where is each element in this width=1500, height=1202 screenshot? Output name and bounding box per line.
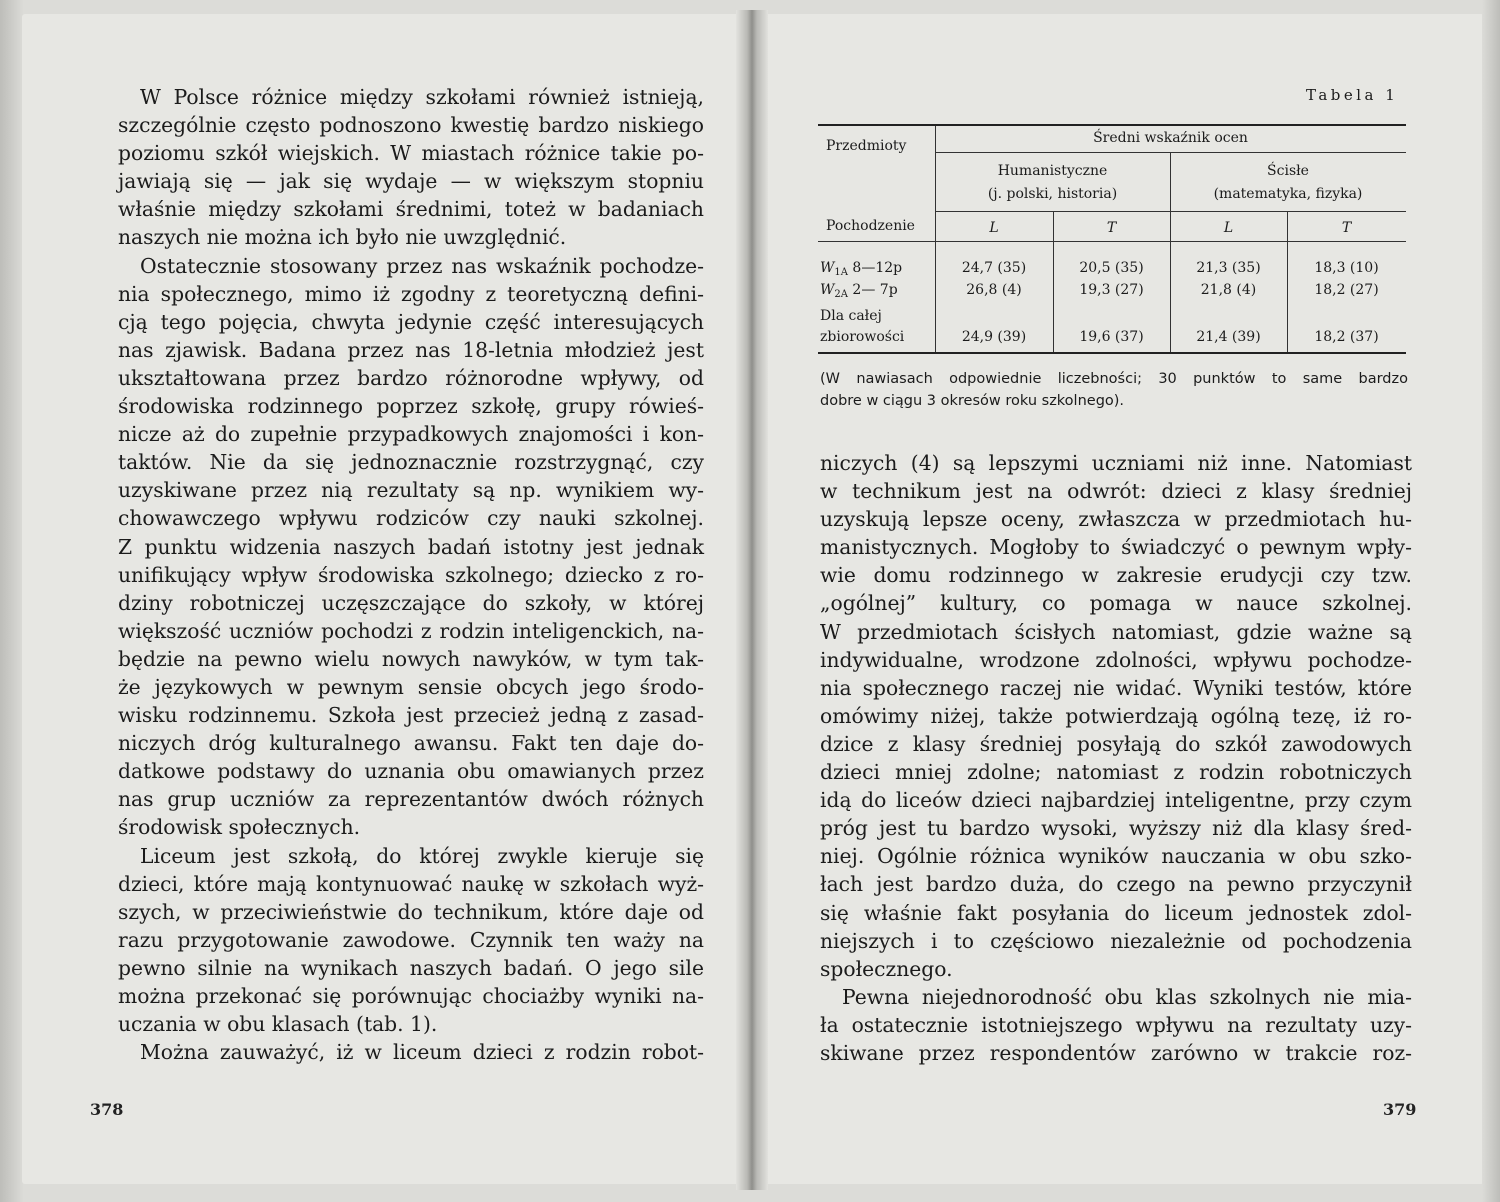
text-line: cją tego pojęcia, chwyta jedynie część interesujących bbox=[118, 309, 704, 334]
table-caption: Tabela 1 bbox=[1306, 86, 1399, 104]
text-line: chowawczego wpływu rodziców czy nauki szkolnej. bbox=[118, 506, 704, 531]
text-line: się właśnie fakt posyłania do liceum jednostek zdol- bbox=[820, 900, 1412, 925]
text-line: nia społecznego, mimo iż zgodny z teoretyczną defini- bbox=[118, 281, 704, 306]
text-line: właśnie między szkołami średnimi, toteż w badaniach bbox=[118, 197, 704, 222]
row-label: $W_{2A}$ 2— 7p bbox=[820, 282, 898, 300]
text-line: szych, w przeciwieństwie do technikum, które daje od bbox=[118, 899, 704, 924]
text-line: ukształtowana przez bardzo różnorodne wpływy, od bbox=[118, 365, 704, 390]
text-line: można przekonać się porównując chociażby wyniki na- bbox=[118, 984, 704, 1008]
row-label-total: zbiorowości bbox=[820, 329, 905, 345]
note-line: dobre w ciągu 3 okresów roku szkolnego). bbox=[820, 393, 1125, 409]
note-line: (W nawiasach odpowiednie liczebności; 30 punktów to same bardzo bbox=[820, 371, 1408, 387]
text-line: niczych dróg kulturalnego awansu. Fakt ten daje do- bbox=[118, 731, 704, 756]
text-line: naszych nie można ich było nie uwzględnić. bbox=[118, 225, 567, 250]
text-line: dzice z klasy średniej posyłają do szkół zawodowych bbox=[820, 731, 1412, 756]
table-cell: 18,3 (10) bbox=[1314, 260, 1379, 276]
text-line: niejszych i to częściowo niezależnie od pochodzenia bbox=[820, 928, 1412, 953]
text-line: razu przygotowanie zawodowe. Czynnik ten waży na bbox=[118, 927, 704, 952]
text-line: poziomu szkół wiejskich. W miastach różnice takie po- bbox=[118, 141, 704, 166]
text-line: skiwane przez respondentów zarówno w trakcie roz- bbox=[820, 1040, 1412, 1065]
text-line: dzieci mniej zdolne; natomiast z rodzin robotniczych bbox=[820, 760, 1412, 785]
text-line: społecznego. bbox=[820, 956, 953, 981]
row-label-total: Dla całej bbox=[820, 308, 882, 324]
text-line: w technikum jest na odwrót: dzieci z klasy średniej bbox=[820, 479, 1412, 504]
text-line: uczania w obu klasach (tab. 1). bbox=[118, 1012, 438, 1037]
table-cell: 26,8 (4) bbox=[966, 282, 1022, 298]
table-cell: 18,2 (27) bbox=[1314, 282, 1379, 298]
text-line: W Polsce różnice między szkołami również istnieją, bbox=[140, 85, 704, 109]
text-line: indywidualne, wrodzone zdolności, wpływu pochodze- bbox=[820, 647, 1412, 672]
text-line: łach jest bardzo duża, do czego na pewno przyczynił bbox=[820, 872, 1412, 897]
text-line: dzieci, które mają kontynuować naukę w szkołach wyż- bbox=[118, 871, 704, 896]
text-line: środowisk społecznych. bbox=[118, 815, 361, 840]
table-note bbox=[820, 368, 1408, 412]
text-line: dziny robotniczej uczęszczające do szkoły, w której bbox=[118, 590, 704, 615]
table-cell: 20,5 (35) bbox=[1079, 260, 1144, 276]
scan-edge-right bbox=[1482, 0, 1500, 1202]
text-line: unifikujący wpływ środowiska szkolnego; dziecko z ro- bbox=[118, 562, 704, 587]
text-line: że językowych w pewnym sensie obcych jego środo- bbox=[118, 674, 704, 699]
text-line: W przedmiotach ścisłych natomiast, gdzie ważne są bbox=[820, 619, 1412, 644]
book-gutter bbox=[736, 10, 768, 1190]
table-cell: 21,4 (39) bbox=[1196, 329, 1261, 345]
text-line: środowiska rodzinnego poprzez szkołę, grupy rówieś- bbox=[118, 394, 704, 419]
text-line: Można zauważyć, iż w liceum dzieci z rodzin robot- bbox=[140, 1040, 704, 1065]
header-subjects: Przedmioty bbox=[826, 138, 907, 154]
text-line: próg jest tu bardzo wysoki, wyższy niż dla klasy śred- bbox=[820, 816, 1412, 841]
text-line: Ostatecznie stosowany przez nas wskaźnik pochodze- bbox=[140, 253, 704, 278]
data-table bbox=[818, 124, 1406, 354]
text-line: manistycznych. Mogłoby to świadczyć o pewnym wpły- bbox=[820, 535, 1412, 560]
text-line: niej. Ogólnie różnica wyników nauczania w obu szko- bbox=[820, 844, 1412, 869]
subheader-l: L bbox=[989, 220, 999, 236]
text-line: jawiają się — jak się wydaje — w większym stopniu bbox=[118, 169, 704, 194]
text-line: pewno silnie na wynikach naszych badań. O jego sile bbox=[118, 955, 704, 980]
text-line: większość uczniów pochodzi z rodzin inteligenckich, na- bbox=[118, 618, 704, 643]
row-label: $W_{1A}$ 8—12p bbox=[820, 260, 903, 278]
text-line: wie domu rodzinnego w zakresie erudycji czy tzw. bbox=[820, 563, 1412, 588]
text-line: szczególnie często podnoszono kwestię bardzo niskiego bbox=[118, 113, 704, 138]
text-line: uzyskiwane przez nią rezultaty są np. wynikiem wy- bbox=[118, 478, 704, 503]
header-origin: Pochodzenie bbox=[826, 218, 915, 234]
page-number-left: 378 bbox=[90, 1100, 124, 1119]
subheader-l: L bbox=[1223, 220, 1234, 236]
text-line: idą do liceów dzieci najbardziej inteligentne, przy czym bbox=[820, 788, 1412, 813]
table-cell: 21,3 (35) bbox=[1196, 260, 1261, 276]
left-page-body bbox=[118, 83, 704, 1066]
text-line: nicze aż do zupełnie przypadkowych znajomości i kon- bbox=[118, 422, 704, 447]
page-number-right: 379 bbox=[1383, 1100, 1417, 1119]
text-line: uzyskują lepsze oceny, zwłaszcza w przedmiotach hu- bbox=[820, 507, 1412, 532]
text-line: wisku rodzinnemu. Szkoła jest przecież jedną z zasad- bbox=[118, 703, 704, 728]
header-humanities-detail: (j. polski, historia) bbox=[987, 186, 1118, 202]
table-cell: 19,6 (37) bbox=[1079, 329, 1144, 345]
header-sciences-detail: (matematyka, fizyka) bbox=[1213, 186, 1363, 202]
subheader-t: T bbox=[1341, 220, 1352, 236]
subheader-t: T bbox=[1106, 220, 1117, 236]
text-line: nas zjawisk. Badana przez nas 18-letnia młodzież jest bbox=[118, 337, 704, 362]
text-line: „ogólnej” kultury, co pomaga w nauce szkolnej. bbox=[820, 591, 1412, 616]
table-cell: 19,3 (27) bbox=[1079, 282, 1144, 298]
text-line: ła ostatecznie istotniejszego wpływu na rezultaty uzy- bbox=[820, 1012, 1412, 1037]
text-line: Pewna niejednorodność obu klas szkolnych nie mia- bbox=[842, 984, 1412, 1009]
table-cell: 21,8 (4) bbox=[1200, 282, 1257, 298]
right-page-body bbox=[820, 449, 1412, 1067]
text-line: Z punktu widzenia naszych badań istotny jest jednak bbox=[118, 534, 704, 559]
text-line: omówimy niżej, także potwierdzają ogólną tezę, iż ro- bbox=[820, 703, 1412, 728]
text-line: datkowe podstawy do uznania obu omawianych przez bbox=[118, 759, 704, 784]
header-average-grade: Średni wskaźnik ocen bbox=[1093, 130, 1248, 146]
table-cell: 24,9 (39) bbox=[961, 329, 1027, 345]
text-line: niczych (4) są lepszymi uczniami niż inne. Natomiast bbox=[820, 451, 1412, 475]
text-line: taktów. Nie da się jednoznacznie rozstrzygnąć, czy bbox=[118, 450, 704, 475]
text-line: nia społecznego raczej nie widać. Wyniki testów, które bbox=[820, 675, 1412, 700]
header-humanities: Humanistyczne bbox=[997, 163, 1108, 179]
text-line: Liceum jest szkołą, do której zwykle kieruje się bbox=[140, 843, 704, 868]
header-sciences: Ścisłe bbox=[1267, 163, 1309, 179]
table-cell: 18,2 (37) bbox=[1314, 329, 1379, 345]
table-cell: 24,7 (35) bbox=[961, 260, 1027, 276]
scan-edge-left bbox=[0, 0, 24, 1202]
text-line: nas grup uczniów za reprezentantów dwóch różnych bbox=[118, 787, 704, 812]
text-line: będzie na pewno wielu nowych nawyków, w tym tak- bbox=[118, 646, 704, 671]
